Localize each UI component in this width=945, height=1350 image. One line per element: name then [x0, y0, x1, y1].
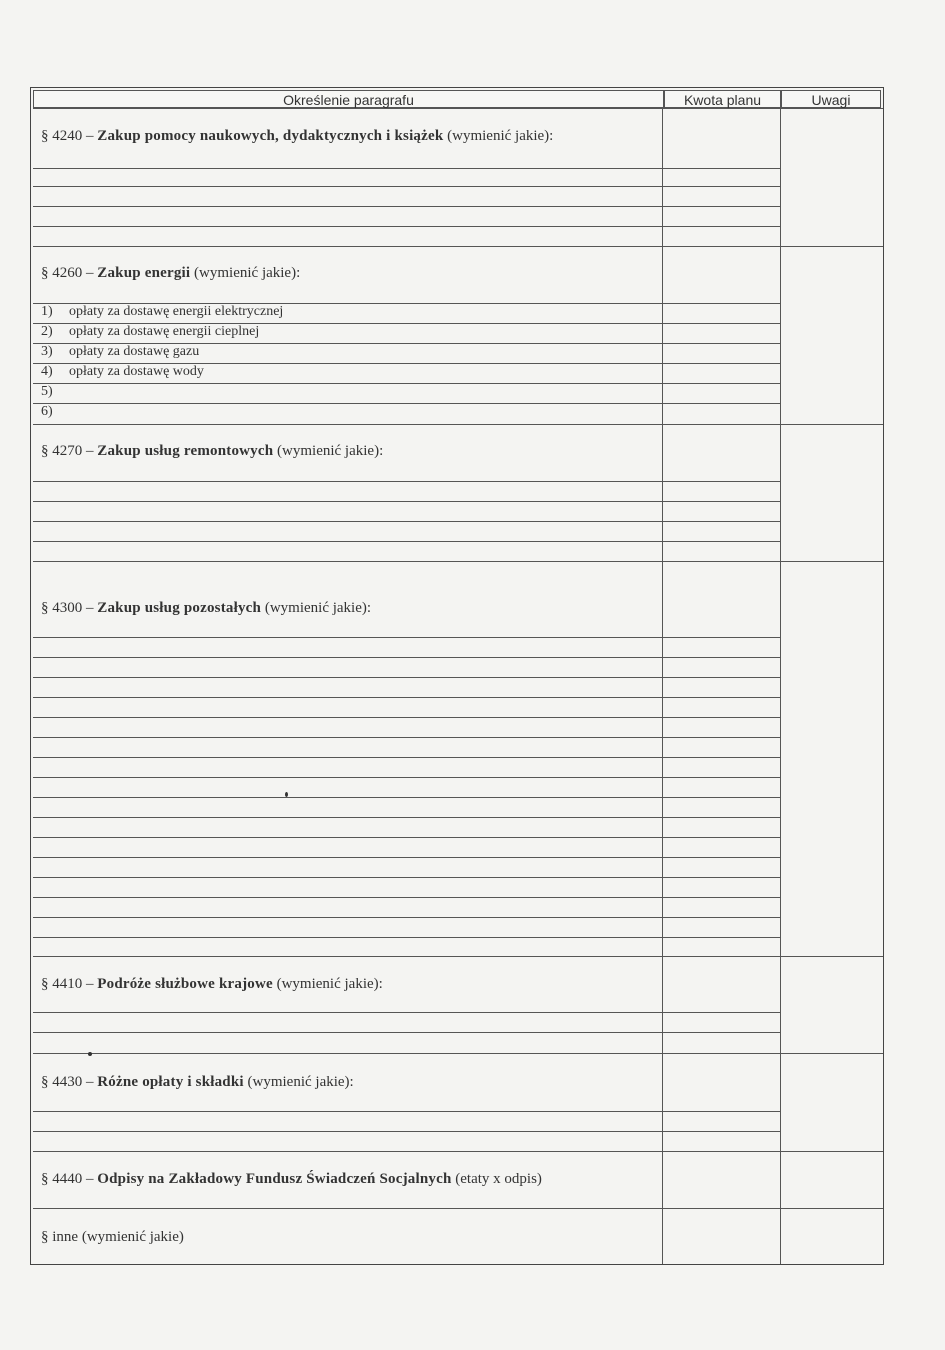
row-line [33, 897, 781, 898]
row-line [33, 937, 781, 938]
section-divider [33, 108, 883, 109]
section-divider [33, 1151, 883, 1152]
row-line [33, 343, 781, 344]
column-divider-remarks [780, 108, 781, 1264]
row-line [33, 226, 781, 227]
row-line [33, 657, 781, 658]
section-4430-title: § 4430 – Różne opłaty i składki (wymienić jakie): [41, 1074, 354, 1090]
row-line [33, 1111, 781, 1112]
row-line [33, 206, 781, 207]
header-description: Określenie paragrafu [33, 90, 664, 108]
row-line [33, 877, 781, 878]
row-line [33, 403, 781, 404]
row-line [33, 481, 781, 482]
section-divider [33, 956, 883, 957]
energy-item: 1) opłaty za dostawę energii elektrycznej [41, 304, 284, 319]
header-plan-amount: Kwota planu [664, 90, 781, 108]
form-table [30, 87, 884, 1265]
row-line [33, 521, 781, 522]
section-4240-title: § 4240 – Zakup pomocy naukowych, dydaktycznych i książek (wymienić jakie): [41, 128, 554, 144]
row-line [33, 837, 781, 838]
row-line [33, 817, 781, 818]
energy-item: 6) [41, 404, 53, 419]
section-4270-title: § 4270 – Zakup usług remontowych (wymienić jakie): [41, 443, 384, 459]
row-line [33, 857, 781, 858]
section-other-title: § inne (wymienić jakie) [41, 1229, 184, 1245]
section-divider [33, 424, 883, 425]
row-line [33, 737, 781, 738]
row-line [33, 757, 781, 758]
row-line [33, 303, 781, 304]
scan-mark [88, 1052, 92, 1056]
energy-item: 3) opłaty za dostawę gazu [41, 344, 200, 359]
row-line [33, 168, 781, 169]
row-line [33, 186, 781, 187]
row-line [33, 363, 781, 364]
row-line [33, 717, 781, 718]
section-divider [33, 1053, 883, 1054]
scan-mark [285, 792, 288, 797]
section-divider [33, 246, 883, 247]
row-line [33, 323, 781, 324]
energy-item: 4) opłaty za dostawę wody [41, 364, 204, 379]
column-divider-plan [662, 108, 663, 1264]
row-line [33, 677, 781, 678]
row-line [33, 1131, 781, 1132]
row-line [33, 797, 781, 798]
energy-item: 5) [41, 384, 53, 399]
section-4300-title: § 4300 – Zakup usług pozostałych (wymienić jakie): [41, 600, 372, 616]
section-divider [33, 1208, 883, 1209]
energy-item: 2) opłaty za dostawę energii cieplnej [41, 324, 260, 339]
section-4410-title: § 4410 – Podróże służbowe krajowe (wymienić jakie): [41, 976, 383, 992]
row-line [33, 1032, 781, 1033]
row-line [33, 541, 781, 542]
row-line [33, 1012, 781, 1013]
section-4260-title: § 4260 – Zakup energii (wymienić jakie): [41, 265, 301, 281]
section-4440-title: § 4440 – Odpisy na Zakładowy Fundusz Świadczeń Socjalnych (etaty x odpis) [41, 1171, 542, 1187]
row-line [33, 917, 781, 918]
row-line [33, 637, 781, 638]
section-divider [33, 561, 883, 562]
header-remarks: Uwagi [781, 90, 881, 108]
row-line [33, 501, 781, 502]
row-line [33, 697, 781, 698]
row-line [33, 777, 781, 778]
row-line [33, 383, 781, 384]
